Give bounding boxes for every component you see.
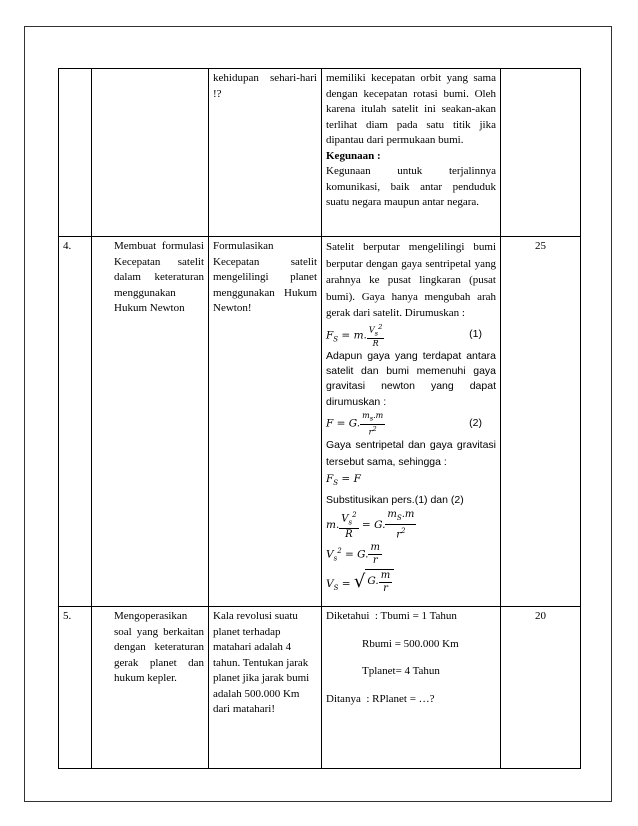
row-number-cell: 5. — [59, 607, 92, 769]
answer-text: memiliki kecepatan orbit yang sama dengan kecepatan rotasi bumi. Oleh karena itulah satelit ini seakan-akan terlihat diam pada satu titik jika dipantau dari permukaan bumi. — [326, 72, 496, 146]
usage-text: Kegunaan untuk terjalinnya komunikasi, baik antar penduduk suatu negara maupun antar negara. — [326, 165, 496, 208]
known-r-bumi: Rbumi = 500.000 Km — [362, 637, 459, 650]
equation-centripetal: $F_S = m$. $\frac{V_s^2}{R}$ (1) — [326, 323, 496, 348]
known-t-bumi: Diketahui : Tbumi = 1 Tahun — [326, 610, 457, 622]
known-t-planet: Tplanet= 4 Tahun — [362, 665, 440, 677]
equation-velocity: $V_S$ = √ G. $\frac{m}{r}$ — [326, 569, 496, 597]
question-cell: Formulasikan Kecepatan satelit mengelilingi planet menggunakan Hukum Newton! — [209, 237, 322, 607]
usage-label: Kegunaan : — [326, 149, 381, 162]
score-cell: 25 — [501, 237, 581, 607]
row-number-cell: 4. — [59, 237, 92, 607]
answer-cell — [322, 69, 501, 237]
indicator-cell: Membuat formulasi Kecepatan satelit dalam keteraturan menggunakan Hukum Newton — [92, 237, 209, 607]
table-row — [59, 69, 581, 237]
indicator-cell — [92, 69, 209, 237]
score-cell — [501, 69, 581, 237]
answer-mid: Adapun gaya yang terdapat antara satelit dan bumi memenuhi gaya gravitasi newton yang dapat dirumuskan : — [326, 349, 496, 408]
table-row — [59, 607, 581, 769]
answer-mid2: Gaya sentripetal dan gaya gravitasi tersebut sama, sehingga : — [326, 439, 496, 469]
table-row — [59, 237, 581, 607]
equation-velocity-squared: $V_s^2 = G$. $\frac{m}{r}$ — [326, 542, 380, 567]
question-cell: kehidupan sehari-hari !? — [209, 69, 322, 237]
score-cell: 20 — [501, 607, 581, 769]
row-number-cell — [59, 69, 92, 237]
indicator-cell: Mengoperasikan soal yang berkaitan dengan keteraturan gerak planet dan hukum kepler. — [92, 607, 209, 769]
answer-key-table — [58, 68, 581, 769]
equation-gravity: F = G. $\frac{m_s.m}{r^2}$ (2) — [326, 411, 496, 436]
answer-cell — [322, 607, 501, 769]
answer-intro: Satelit berputar mengelilingi bumi berputar dengan gaya sentripetal yang arahnya ke pusat lingkaran (pusat bumi). Gaya hanya mengubah arah gerak dari satelit. Dirumuskan : — [326, 241, 496, 319]
equation-1-label: (1) — [469, 328, 482, 341]
equation-substituted: m. $\frac{V_s^2}{R}$ = G. $\frac{m_S.m}{r^2}$ — [326, 509, 415, 541]
equation-equality: $F_S = F$ — [326, 473, 361, 488]
equation-2-label: (2) — [469, 416, 482, 429]
answer-cell — [322, 237, 501, 607]
answer-substitute: Substitusikan pers.(1) dan (2) — [326, 493, 464, 506]
asked-r-planet: Ditanya : RPlanet = …? — [326, 692, 435, 705]
question-cell: Kala revolusi suatu planet terhadap matahari adalah 4 tahun. Tentukan jarak planet jika jarak bumi adalah 500.000 Km dari matahari! — [209, 607, 322, 769]
